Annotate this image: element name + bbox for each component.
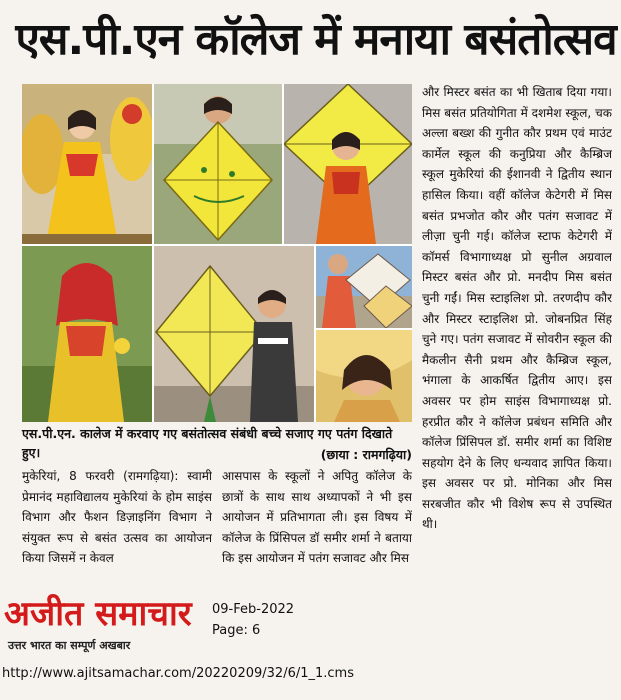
edition-page: Page: 6 (212, 623, 261, 638)
article-headline: एस.पी.एन कॉलेज में मनाया बसंतोत्सव (15, 14, 617, 65)
newspaper-tagline: उत्तर भारत का सम्पूर्ण अखबार (8, 639, 131, 652)
caption-text: एस.पी.एन. कालेज में करवाए गए बसंतोत्सव संबंधी बच्चे सजाए गए पतंग दिखाते हुए। (22, 426, 393, 460)
article-column-3: और मिस्टर बसंत का भी खिताब दिया गया। मिस बसंत प्रतियोगिता में दशमेश स्कूल, चक अल्ला बख्श की गुनीत कौर प्रथम एवं माउंट कार्मेल स्कूल की कनुप्रिया और कैम्ब्रिज स्कूल मुकेरियां की ईशानवी ने द्वितीय स्थान हासिल किया। वहीं कॉलेज केटेगरी में मिस बसंत प्रभजोत कौर और पतंग सजावट में लीज़ा चुनी गई। कॉलेज स्टाफ केटेगरी में कॉमर्स विभागाध्यक्ष प्रो सुनील अग्रवाल मिस्टर बसंत और प्रो. मनदीप मिस बसंत चुनी गईं। मिस स्टाइलिश प्रो. तरणदीप कौर और मिस्टर स्टाइलिश प्रो. जोबनप्रित सिंह चुने गए। पतंग सजावट में सोवरीन स्कूल की मैकलीन सैनी प्रथम और कैम्ब्रिज स्कूल, भंगाला के आकर्षित द्वितीय आए। इस अवसर पर होम साइंस विभागाध्यक्ष प्रो. हरप्रीत कौर ने कॉलेज प्रबंधन समिति और कॉलेज प्रिंसिपल डॉ. समीर शर्मा का विशिष्ट सहयोग देने के लिए धन्यवाद ज्ञापित किया। इस अवसर पर प्रो. मोनिका और मिस सरबजीत कौर भी विशेष रूप से उपस्थित थी। (422, 85, 612, 532)
photo-girl-red-outfit (22, 246, 152, 422)
newspaper-logo: अजीत समाचार (4, 594, 192, 634)
photo-girl-yellow-dress (22, 84, 152, 244)
photo-collage (22, 84, 412, 422)
photo-boy-kite (154, 246, 314, 422)
photo-caption (22, 424, 412, 464)
photo-credit: (छाया : रामगढ़िया) (320, 447, 412, 462)
source-url: http://www.ajitsamachar.com/20220209/32/6/1_1.cms (2, 666, 354, 681)
article-column-2: आसपास के स्कूलों ने अपितु कॉलेज के छात्रों के साथ साथ अध्यापकों ने भी इस आयोजन में प्रतिभागता ली। इस विषय में कॉलेज के प्रिंसिपल डॉ समीर शर्मा ने बताया कि इस आयोजन में पतंग सजावट और मिस (222, 469, 412, 566)
photo-girl-yellow-kite (154, 84, 282, 244)
article-column-1: मुकेरियां, 8 फरवरी (रामगढ़िया): स्वामी प्रेमानंद महाविद्यालय मुकेरियां के होम साइंस विभाग और फैशन डिज़ाइनिंग विभाग ने संयुक्त रूप से बसंत उत्सव का आयोजन किया जिसमें न केवल (22, 469, 212, 566)
newspaper-masthead (4, 594, 192, 654)
photo-woman-portrait (316, 330, 412, 422)
photo-girl-big-kite (284, 84, 412, 244)
photo-woman-kites (316, 246, 412, 328)
edition-date: 09-Feb-2022 (212, 602, 295, 617)
